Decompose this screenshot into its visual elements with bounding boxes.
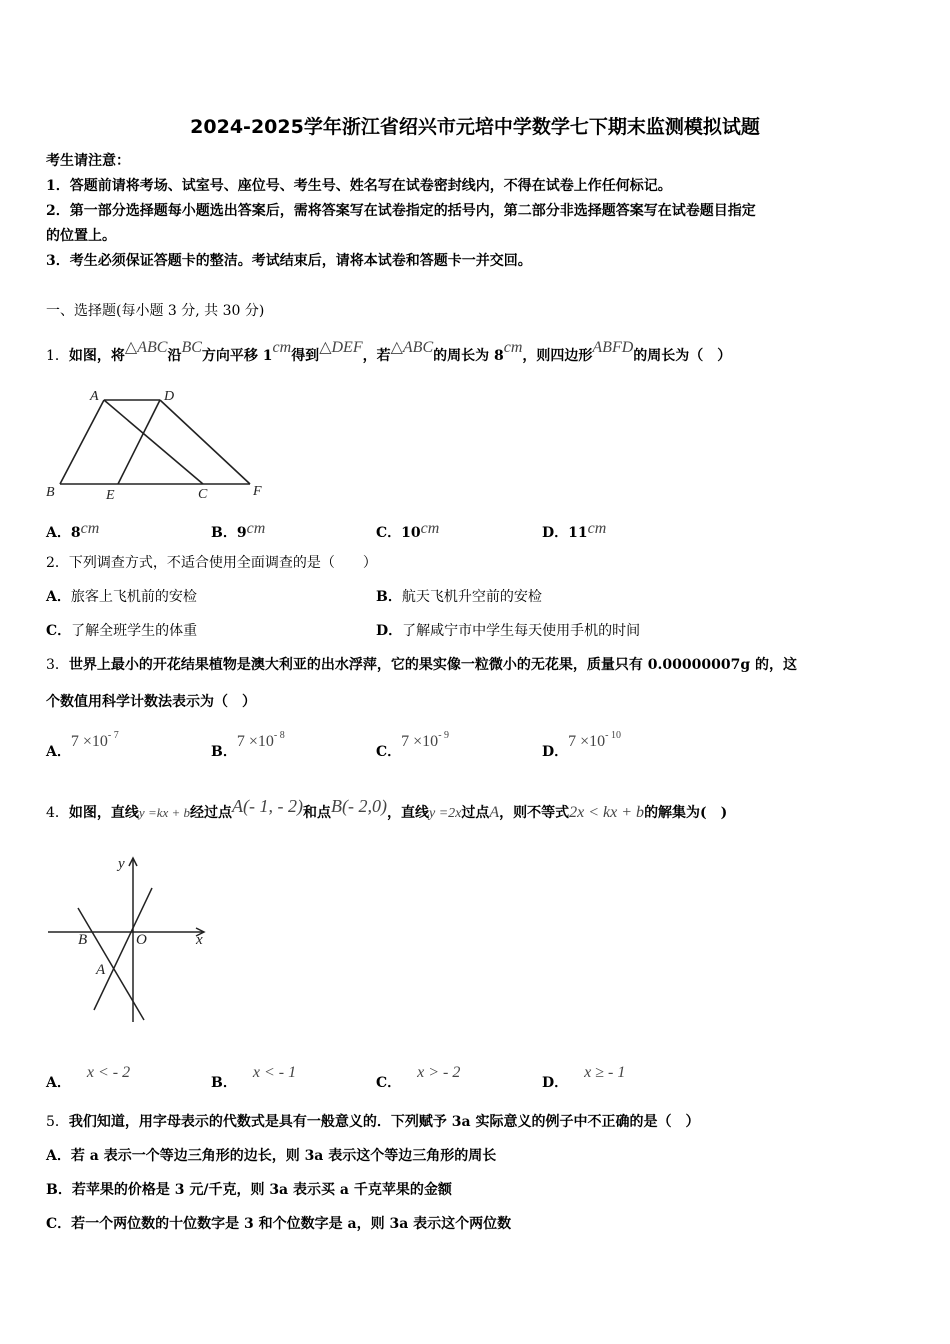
option-label: D． bbox=[376, 623, 403, 639]
q1-text-1: 如图，将 bbox=[68, 348, 125, 364]
q1-figure bbox=[40, 382, 280, 504]
option-value: 8 bbox=[70, 525, 81, 541]
option-value: 11 bbox=[568, 525, 588, 541]
q4-figure bbox=[44, 850, 214, 1030]
label-a: A bbox=[90, 389, 99, 404]
option-label: B． bbox=[211, 525, 237, 541]
option-text: x < - 2 bbox=[86, 1064, 131, 1081]
q1-text-2: 沿 bbox=[167, 348, 182, 364]
point-label-b: B bbox=[78, 932, 88, 948]
option-text: 了解全班学生的体重 bbox=[71, 623, 198, 639]
option-label: A． bbox=[46, 1075, 71, 1091]
option-label: C． bbox=[376, 525, 402, 541]
q3-option-a[interactable] bbox=[46, 727, 119, 761]
q3-option-c[interactable] bbox=[376, 727, 449, 761]
q4-text-7: 的解集为( ) bbox=[644, 805, 728, 821]
segment-df bbox=[160, 400, 250, 484]
option-value: 9 bbox=[236, 525, 247, 541]
q2-option-c[interactable] bbox=[46, 622, 197, 640]
q5-option-b[interactable] bbox=[46, 1181, 452, 1199]
q1-math-3: cm bbox=[272, 339, 292, 356]
option-exponent: - 8 bbox=[273, 730, 285, 741]
q5-option-a[interactable] bbox=[46, 1147, 496, 1165]
q1-math-1: △ABC bbox=[124, 339, 168, 356]
option-text: 旅客上飞机前的安检 bbox=[70, 589, 197, 605]
option-label: B． bbox=[46, 1182, 72, 1198]
option-base: 7 ×10 bbox=[70, 733, 108, 750]
q3-stem-line-2: 个数值用科学计数法表示为（ ） bbox=[46, 694, 256, 710]
q2-text: 下列调查方式，不适合使用全面调查的是（ ） bbox=[68, 555, 377, 571]
q5-number: 5． bbox=[46, 1114, 69, 1130]
q4-math-6: 2x < kx + b bbox=[569, 804, 645, 821]
option-text: x ≥ - 1 bbox=[584, 1064, 626, 1081]
q1-math-7: ABFD bbox=[592, 339, 634, 356]
q1-math-5: △ABC bbox=[390, 339, 434, 356]
q1-stem bbox=[46, 339, 731, 365]
q1-text-6: 的周长为 8 bbox=[433, 348, 504, 364]
origin-label-o: O bbox=[136, 932, 147, 948]
option-label: D． bbox=[542, 1075, 569, 1091]
q4-text-6: ，则不等式 bbox=[499, 805, 570, 821]
option-exponent: - 9 bbox=[438, 730, 450, 741]
point-label-a: A bbox=[96, 962, 106, 978]
q3-option-b[interactable] bbox=[211, 727, 285, 761]
q4-text-1: 如图，直线 bbox=[68, 805, 139, 821]
q1-text-4: 得到 bbox=[291, 348, 320, 364]
option-text: 若 a 表示一个等边三角形的边长，则 3a 表示这个等边三角形的周长 bbox=[70, 1148, 497, 1164]
q3-text-1: 世界上最小的开花结果植物是澳大利亚的出水浮萍，它的果实像一粒微小的无花果，质量只有 0.00000007g 的，这 bbox=[68, 657, 798, 673]
label-f: F bbox=[253, 484, 262, 499]
q4-math-2: A(- 1, - 2) bbox=[232, 796, 304, 816]
page-title: 2024-2025学年浙江省绍兴市元培中学数学七下期末监测模拟试题 bbox=[190, 116, 760, 138]
q5-stem bbox=[46, 1113, 699, 1131]
section-heading: 一、选择题(每小题 3 分, 共 30 分) bbox=[46, 303, 265, 319]
option-text: 若一个两位数的十位数字是 3 和个位数字是 a，则 3a 表示这个两位数 bbox=[71, 1216, 512, 1232]
option-base: 7 ×10 bbox=[401, 733, 439, 750]
q4-math-3: B(- 2,0) bbox=[331, 796, 387, 816]
q4-text-2: 经过点 bbox=[190, 805, 233, 821]
label-e: E bbox=[106, 488, 115, 503]
option-text: x < - 1 bbox=[252, 1064, 297, 1081]
q1-text-7: ，则四边形 bbox=[522, 348, 593, 364]
option-label: C． bbox=[46, 1216, 72, 1232]
q1-math-6: cm bbox=[503, 339, 523, 356]
notice-item-2: 2．第一部分选择题每小题选出答案后，需将答案写在试卷指定的括号内，第二部分非选择题答案写在试卷题目指定 bbox=[46, 203, 756, 219]
option-exponent: - 10 bbox=[605, 730, 622, 741]
notice-item-2-cont: 的位置上。 bbox=[46, 228, 116, 244]
q2-stem bbox=[46, 554, 377, 572]
q5-text: 我们知道，用字母表示的代数式是具有一般意义的．下列赋予 3a 实际意义的例子中不正确的是（ ） bbox=[68, 1114, 700, 1130]
notice-item-1: 1．答题前请将考场、试室号、座位号、考生号、姓名写在试卷密封线内，不得在试卷上作任何标记。 bbox=[46, 178, 672, 194]
label-b: B bbox=[46, 485, 55, 500]
option-label: C． bbox=[46, 623, 72, 639]
option-unit: cm bbox=[80, 520, 100, 537]
option-label: D． bbox=[542, 744, 569, 760]
option-unit: cm bbox=[420, 520, 440, 537]
option-unit: cm bbox=[246, 520, 266, 537]
q2-option-b[interactable] bbox=[376, 588, 542, 606]
option-label: A． bbox=[46, 1148, 71, 1164]
notice-heading: 考生请注意： bbox=[46, 153, 130, 169]
label-d: D bbox=[164, 389, 175, 404]
q3-stem-line-1 bbox=[46, 656, 797, 674]
q2-option-a[interactable] bbox=[46, 588, 197, 606]
q1-math-2: BC bbox=[181, 339, 202, 356]
q4-math-4: y =2x bbox=[429, 806, 462, 821]
q1-option-a[interactable] bbox=[46, 520, 99, 542]
label-c: C bbox=[198, 487, 208, 502]
option-text: 若苹果的价格是 3 元/千克，则 3a 表示买 a 千克苹果的金额 bbox=[71, 1182, 452, 1198]
q4-text-5: 过点 bbox=[461, 805, 490, 821]
option-label: A． bbox=[46, 744, 71, 760]
axis-label-x: x bbox=[196, 932, 203, 948]
q1-text-5: ，若 bbox=[362, 348, 391, 364]
q2-number: 2． bbox=[46, 555, 69, 571]
option-text: 了解咸宁市中学生每天使用手机的时间 bbox=[402, 623, 641, 639]
option-label: B． bbox=[376, 589, 402, 605]
q1-option-b[interactable] bbox=[211, 520, 265, 542]
q4-stem bbox=[46, 797, 727, 823]
option-text: x > - 2 bbox=[417, 1064, 461, 1081]
q4-math-1: y =kx + b bbox=[138, 805, 191, 820]
q1-text-8: 的周长为（ ） bbox=[633, 348, 732, 364]
option-label: A． bbox=[46, 589, 71, 605]
q4-text-4: ，直线 bbox=[387, 805, 429, 821]
option-label: D． bbox=[542, 525, 569, 541]
option-label: A． bbox=[46, 525, 71, 541]
option-base: 7 ×10 bbox=[568, 733, 606, 750]
option-label: C． bbox=[376, 1075, 402, 1091]
option-value: 10 bbox=[401, 525, 421, 541]
option-exponent: - 7 bbox=[107, 730, 119, 741]
q4-math-5: A bbox=[489, 804, 500, 821]
option-label: B． bbox=[211, 744, 237, 760]
segment-ab bbox=[60, 400, 104, 484]
q4-option-b[interactable] bbox=[211, 1064, 296, 1092]
q4-text-3: 和点 bbox=[303, 805, 332, 821]
q2-option-d[interactable] bbox=[376, 622, 640, 640]
q4-option-a[interactable] bbox=[46, 1064, 130, 1092]
q1-text-3: 方向平移 1 bbox=[201, 348, 273, 364]
q4-number: 4． bbox=[46, 805, 69, 821]
q4-option-d[interactable] bbox=[542, 1064, 625, 1092]
q1-number: 1． bbox=[46, 348, 69, 364]
q1-option-c[interactable] bbox=[376, 520, 439, 542]
option-text: 航天飞机升空前的安检 bbox=[401, 589, 542, 605]
q1-math-4: △DEF bbox=[319, 339, 363, 356]
option-base: 7 ×10 bbox=[236, 733, 274, 750]
q3-option-d[interactable] bbox=[542, 727, 621, 761]
q4-option-c[interactable] bbox=[376, 1064, 460, 1092]
option-label: C． bbox=[376, 744, 402, 760]
q3-number: 3． bbox=[46, 657, 69, 673]
q5-option-c[interactable] bbox=[46, 1215, 511, 1233]
option-unit: cm bbox=[587, 520, 607, 537]
axis-label-y: y bbox=[118, 856, 125, 872]
q1-option-d[interactable] bbox=[542, 520, 606, 542]
notice-item-3: 3．考生必须保证答题卡的整洁。考试结束后，请将本试卷和答题卡一并交回。 bbox=[46, 253, 532, 269]
option-label: B． bbox=[211, 1075, 237, 1091]
